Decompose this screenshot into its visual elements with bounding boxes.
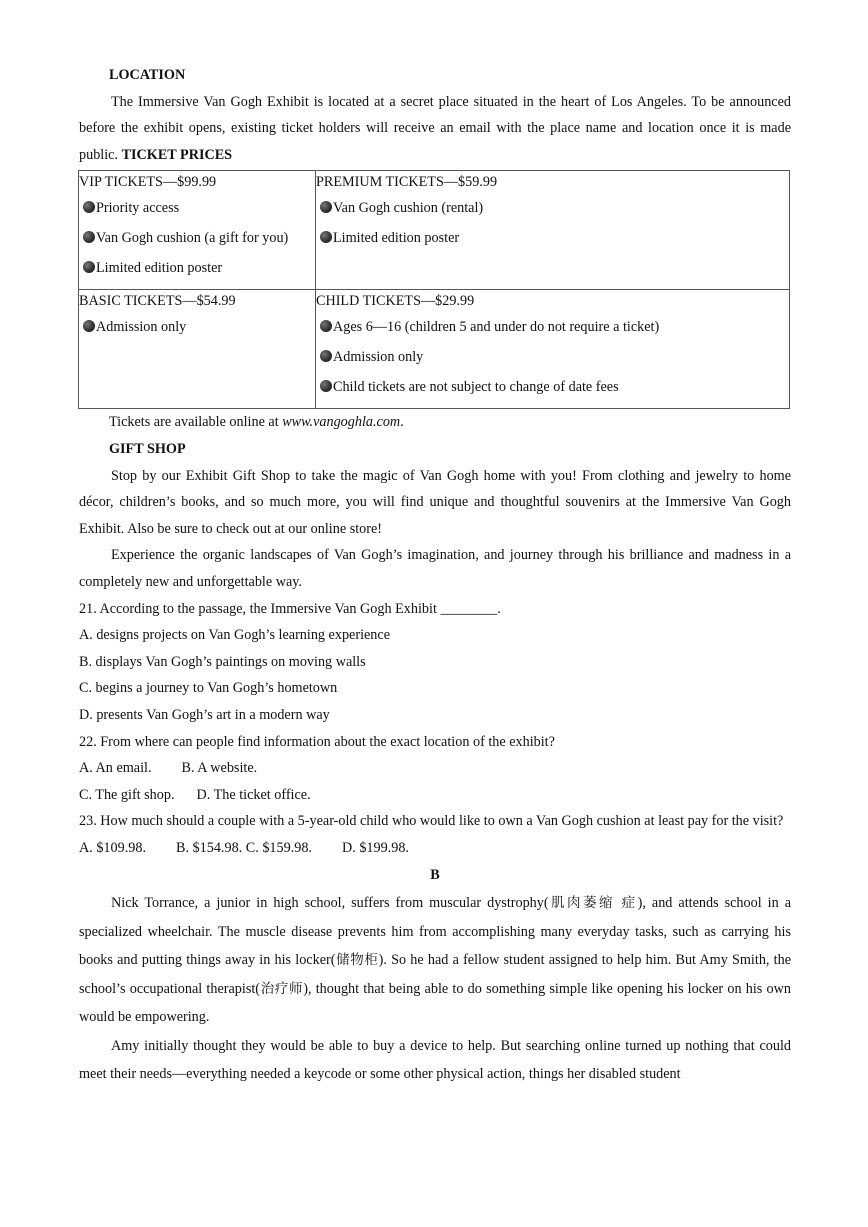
child-ticket-cell [316, 290, 790, 409]
gift-shop-paragraph: Stop by our Exhibit Gift Shop to take the magic of Van Gogh home with you! From clothing and jewelry to home décor, children’s books, and so much more, you will find unique and thoughtful souvenirs at the Immersive Van Gogh Exhibit. Also be sure to check out at our online store! [79, 467, 791, 537]
website-link[interactable]: www.vangoghla.com [282, 414, 401, 431]
table-row [79, 171, 790, 290]
bullet-icon [83, 261, 95, 273]
table-row [79, 290, 790, 409]
experience-paragraph: Experience the organic landscapes of Van Gogh’s imagination, and journey through his brilliance and madness in a completely new and unforgettable way. [79, 547, 791, 590]
question-21-stem: 21. According to the passage, the Immersive Van Gogh Exhibit ________. [79, 600, 501, 617]
basic-ticket-cell [79, 290, 316, 409]
section-b-paragraph-1: Nick Torrance, a junior in high school, suffers from muscular dystrophy(肌肉萎缩 症), and attends school in a specialized wheelchair. The muscle disease prevents him from accomplishing many everyday tasks, such as carrying his books and putting things away in his locker(储物柜). So he had a fellow student assigned to help him. But Amy Smith, the school’s occupational therapist(治疗师), thought that being able to do something simple like opening his locker on his own would be empowering. [79, 895, 792, 1026]
ticket-prices-heading: TICKET PRICES [121, 146, 233, 163]
premium-ticket-cell [316, 171, 790, 290]
bullet-icon [320, 350, 332, 362]
question-23-stem: 23. How much should a couple with a 5-year-old child who would like to own a Van Gogh cushion at least pay for the visit? [79, 813, 784, 830]
list-item: Limited edition poster [79, 253, 315, 283]
question-23-options-row [79, 835, 791, 862]
tickets-note: Tickets are available online at www.vangoghla.com. [109, 414, 404, 431]
bullet-icon [320, 201, 332, 213]
question-22-options-row-1 [79, 755, 791, 782]
child-ticket-title: CHILD TICKETS—$29.99 [316, 293, 475, 310]
question-22-option-b: B. A website. [181, 760, 258, 777]
basic-ticket-title: BASIC TICKETS—$54.99 [79, 293, 236, 310]
question-21-option-a: A. designs projects on Van Gogh’s learning experience [79, 627, 390, 644]
question-22-stem: 22. From where can people find information about the exact location of the exhibit? [79, 733, 555, 750]
vip-ticket-cell [79, 171, 316, 290]
question-22-option-a: A. An email. [79, 760, 152, 777]
ticket-prices-table [78, 170, 790, 409]
list-item: Admission only [79, 312, 315, 342]
bullet-icon [83, 231, 95, 243]
bullet-icon [320, 320, 332, 332]
list-item: Priority access [79, 193, 315, 223]
section-b-paragraph-2: Amy initially thought they would be able to buy a device to help. But searching online turned up nothing that could meet their needs—everything needed a keycode or some other physical action, things her disabled student [79, 1037, 791, 1083]
gift-shop-heading: GIFT SHOP [109, 440, 186, 457]
list-item: Ages 6—16 (children 5 and under do not require a ticket) [316, 312, 789, 342]
question-23-option-a: A. $109.98. [79, 839, 146, 856]
question-22-option-c: C. The gift shop. [79, 786, 175, 803]
list-item: Admission only [316, 342, 789, 372]
question-23-option-d: D. $199.98. [341, 839, 409, 856]
bullet-icon [83, 201, 95, 213]
question-23-option-c: C. $159.98. [245, 839, 312, 856]
question-22-options-row-2 [79, 782, 791, 809]
list-item: Limited edition poster [316, 223, 789, 253]
document-page [79, 62, 791, 1089]
bullet-icon [83, 320, 95, 332]
section-b-label: B [430, 867, 440, 884]
vip-ticket-title: VIP TICKETS—$99.99 [79, 174, 217, 191]
location-text: The Immersive Van Gogh Exhibit is located at a secret place situated in the heart of Los Angeles. To be announced before the exhibit opens, existing ticket holders will receive an email with the place name and location once it is made public. [79, 93, 791, 163]
location-paragraph [79, 89, 791, 169]
list-item: Van Gogh cushion (rental) [316, 193, 789, 223]
list-item: Van Gogh cushion (a gift for you) [79, 223, 315, 253]
question-21-option-c: C. begins a journey to Van Gogh’s hometown [79, 680, 338, 697]
question-21-option-d: D. presents Van Gogh’s art in a modern way [79, 706, 330, 723]
list-item: Child tickets are not subject to change of date fees [316, 372, 789, 402]
bullet-icon [320, 380, 332, 392]
question-22-option-d: D. The ticket office. [196, 786, 311, 803]
question-21-option-b: B. displays Van Gogh’s paintings on moving walls [79, 653, 366, 670]
question-23-option-b: B. $154.98. [176, 839, 243, 856]
bullet-icon [320, 231, 332, 243]
location-heading: LOCATION [109, 67, 186, 83]
premium-ticket-title: PREMIUM TICKETS—$59.99 [316, 174, 498, 191]
